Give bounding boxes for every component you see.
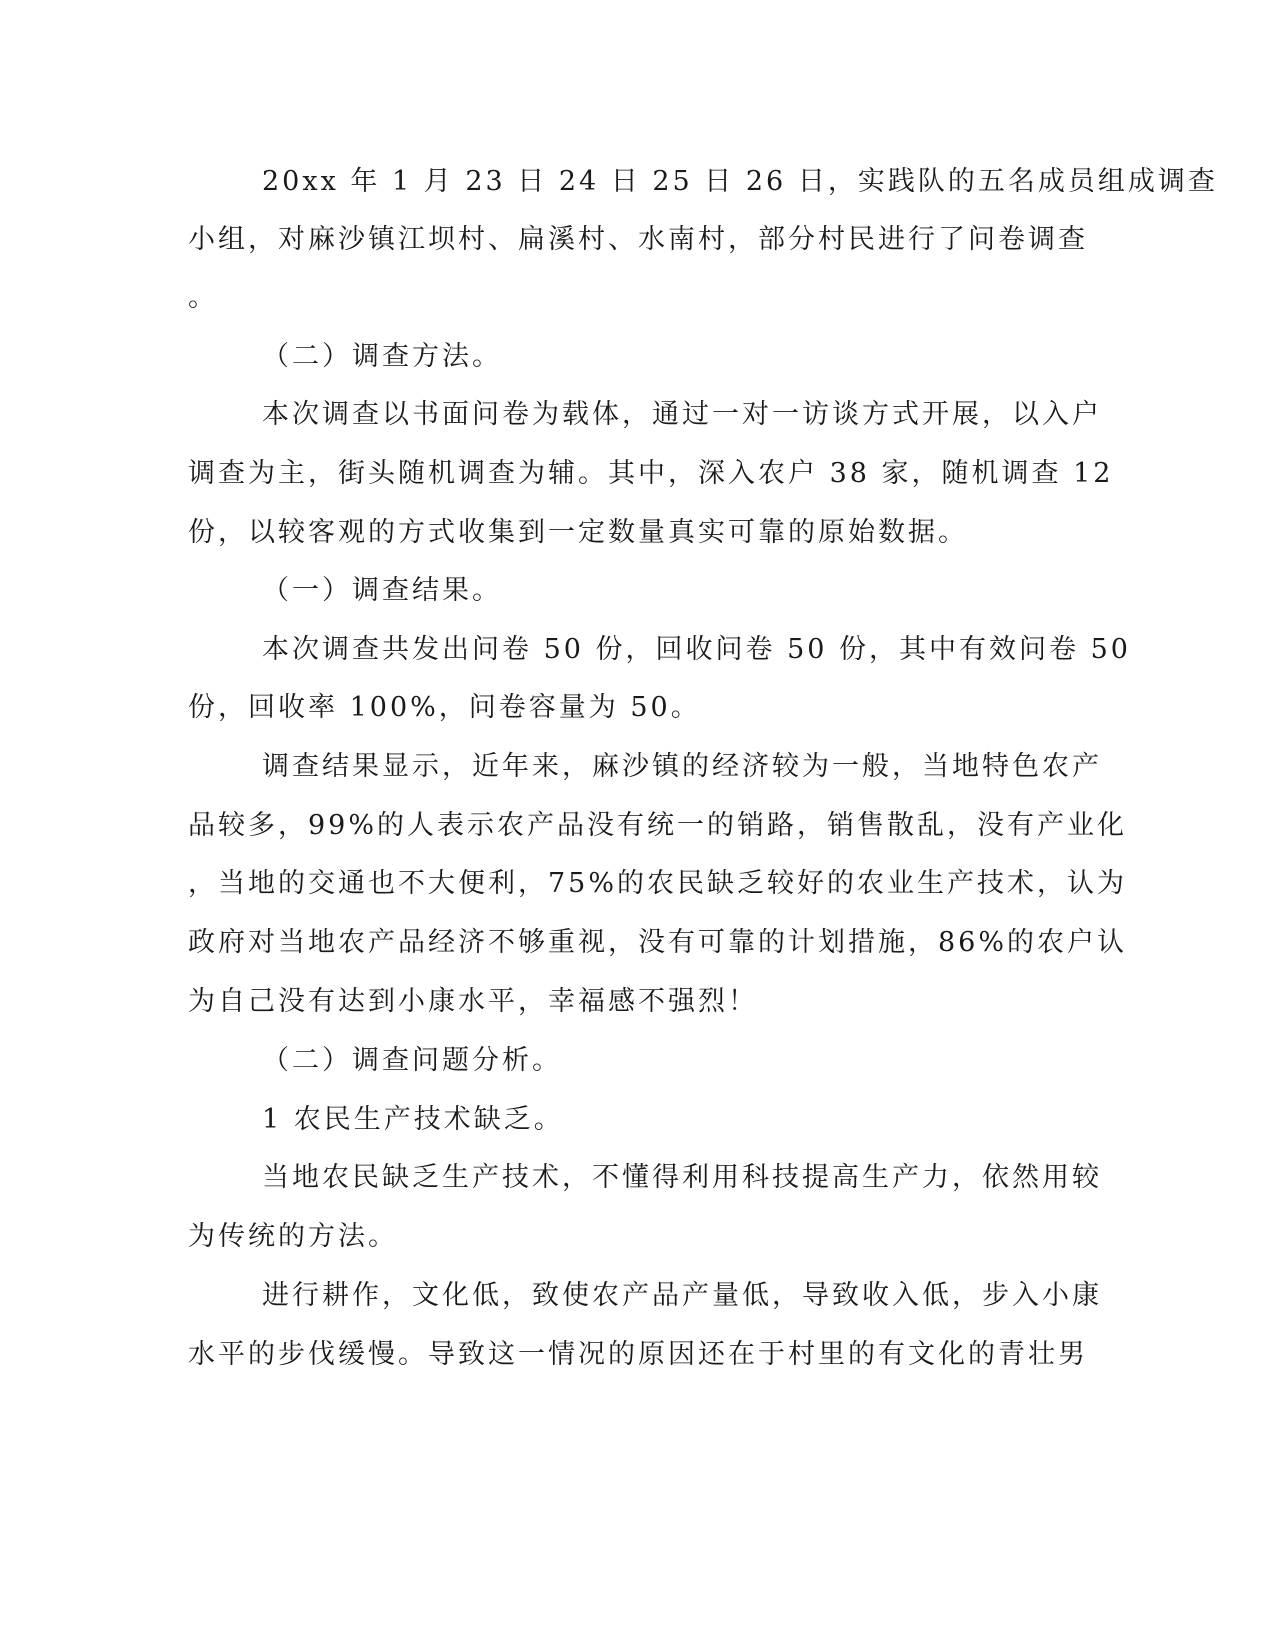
section-heading-analysis: （二）调查问题分析。 xyxy=(262,1045,562,1076)
text-line-20: 进行耕作，文化低，致使农产品产量低，导致收入低，步入小康 xyxy=(262,1280,1102,1311)
subheading-tech-shortage: 1 农民生产技术缺乏。 xyxy=(262,1104,564,1135)
text-line-18: 当地农民缺乏生产技术，不懂得利用科技提高生产力，依然用较 xyxy=(262,1162,1102,1193)
text-line-1: 20xx 年 1 月 23 日 24 日 25 日 26 日，实践队的五名成员组成调查 xyxy=(262,166,1218,197)
text-line-21: 水平的步伐缓慢。导致这一情况的原因还在于村里的有文化的青壮男 xyxy=(188,1339,1088,1370)
text-line-13: ，当地的交通也不大便利，75%的农民缺乏较好的农业生产技术，认为 xyxy=(188,868,1128,899)
section-heading-method: （二）调查方法。 xyxy=(262,341,502,372)
text-line-19: 为传统的方法。 xyxy=(188,1221,398,1252)
text-line-9: 本次调查共发出问卷 50 份，回收问卷 50 份，其中有效问卷 50 xyxy=(262,634,1131,665)
text-line-5: 本次调查以书面问卷为载体，通过一对一访谈方式开展，以入户 xyxy=(262,399,1102,430)
section-heading-results: （一）调查结果。 xyxy=(262,575,502,606)
text-line-14: 政府对当地农产品经济不够重视，没有可靠的计划措施，86%的农户认 xyxy=(188,927,1128,958)
text-line-6: 调查为主，街头随机调查为辅。其中，深入农户 38 家，随机调查 12 xyxy=(188,458,1114,489)
text-line-10: 份，回收率 100%，问卷容量为 50。 xyxy=(188,692,701,723)
text-line-12: 品较多，99%的人表示农产品没有统一的销路，销售散乱，没有产业化 xyxy=(188,810,1128,841)
text-line-11: 调查结果显示，近年来，麻沙镇的经济较为一般，当地特色农产 xyxy=(262,751,1102,782)
text-line-2: 小组，对麻沙镇江坝村、扁溪村、水南村，部分村民进行了问卷调查 xyxy=(188,224,1088,255)
text-line-7: 份，以较客观的方式收集到一定数量真实可靠的原始数据。 xyxy=(188,517,968,548)
text-line-15: 为自己没有达到小康水平，幸福感不强烈！ xyxy=(188,986,758,1017)
text-line-3: 。 xyxy=(188,282,218,313)
